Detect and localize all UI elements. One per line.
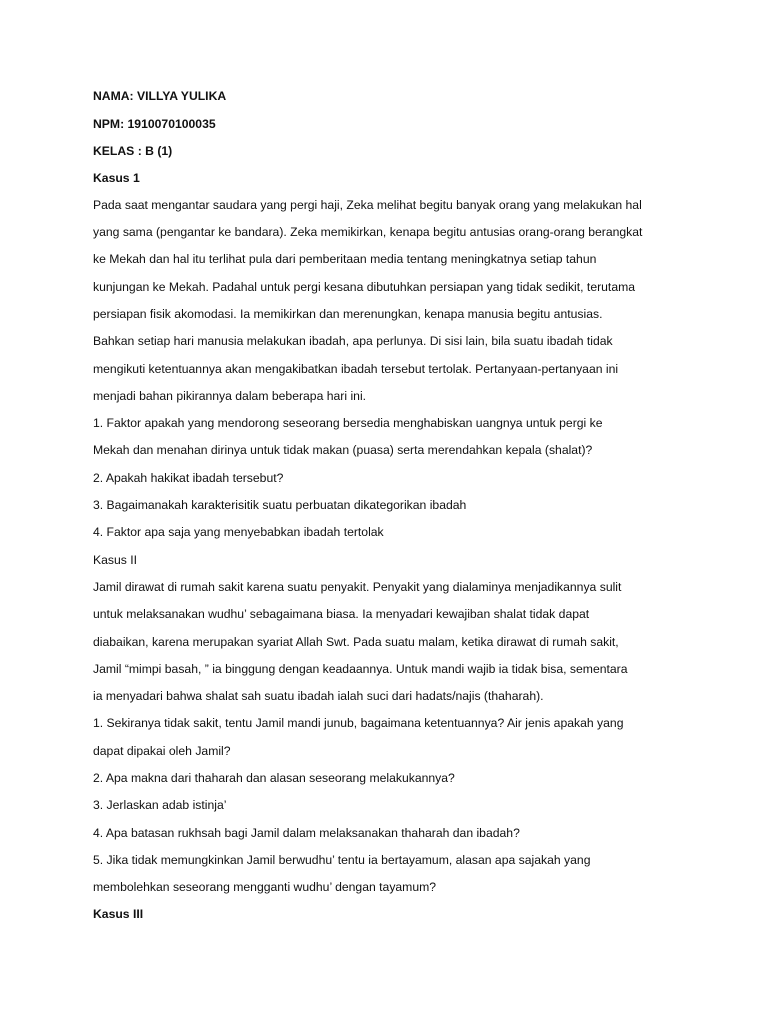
kasus-1-paragraph-line: persiapan fisik akomodasi. Ia memikirkan dan merenungkan, kenapa manusia begitu antusias. — [93, 307, 603, 321]
kasus-1-question: 1. Faktor apakah yang mendorong seseorang bersedia menghabiskan uangnya untuk pergi ke — [93, 416, 603, 430]
kasus-1-question: 3. Bagaimanakah karakterisitik suatu perbuatan dikategorikan ibadah — [93, 498, 467, 512]
student-name: NAMA: VILLYA YULIKA — [93, 89, 227, 103]
kasus-2-question: 4. Apa batasan rukhsah bagi Jamil dalam melaksanakan thaharah dan ibadah? — [93, 826, 520, 840]
kasus-2-question: dapat dipakai oleh Jamil? — [93, 744, 231, 758]
student-npm: NPM: 1910070100035 — [93, 117, 216, 131]
kasus-2-question: 1. Sekiranya tidak sakit, tentu Jamil mandi junub, bagaimana ketentuannya? Air jenis apakah yang — [93, 716, 624, 730]
kasus-1-paragraph-line: kunjungan ke Mekah. Padahal untuk pergi kesana dibutuhkan persiapan yang tidak sedikit, terutama — [93, 280, 636, 294]
kasus-1-title: Kasus 1 — [93, 171, 140, 185]
kasus-1-paragraph-line: yang sama (pengantar ke bandara). Zeka memikirkan, kenapa begitu antusias orang-orang berangkat — [93, 225, 643, 239]
kasus-2-question: membolehkan seseorang mengganti wudhu’ dengan tayamum? — [93, 880, 437, 894]
kasus-1-question: 2. Apakah hakikat ibadah tersebut? — [93, 471, 284, 485]
kasus-2-paragraph-line: Jamil dirawat di rumah sakit karena suatu penyakit. Penyakit yang dialaminya menjadikannya sulit — [93, 580, 622, 594]
kasus-1-question: 4. Faktor apa saja yang menyebabkan ibadah tertolak — [93, 525, 384, 539]
kasus-2-paragraph-line: diabaikan, karena merupakan syariat Allah Swt. Pada suatu malam, ketika dirawat di rumah sakit, — [93, 635, 619, 649]
kasus-2-question: 2. Apa makna dari thaharah dan alasan seseorang melakukannya? — [93, 771, 455, 785]
kasus-2-question: 5. Jika tidak memungkinkan Jamil berwudhu’ tentu ia bertayamum, alasan apa sajakah yang — [93, 853, 591, 867]
kasus-1-paragraph-line: Pada saat mengantar saudara yang pergi haji, Zeka melihat begitu banyak orang yang melakukan hal — [93, 198, 642, 212]
kasus-2-question: 3. Jerlaskan adab istinja’ — [93, 798, 227, 812]
student-class: KELAS : B (1) — [93, 144, 173, 158]
kasus-1-paragraph-line: menjadi bahan pikirannya dalam beberapa hari ini. — [93, 389, 367, 403]
kasus-3-title: Kasus III — [93, 907, 144, 921]
kasus-2-paragraph-line: ia menyadari bahwa shalat sah suatu ibadah ialah suci dari hadats/najis (thaharah). — [93, 689, 544, 703]
kasus-2-paragraph-line: untuk melaksanakan wudhu’ sebagaimana biasa. Ia menyadari kewajiban shalat tidak dapat — [93, 607, 590, 621]
kasus-2-paragraph-line: Jamil “mimpi basah, ” ia binggung dengan keadaannya. Untuk mandi wajib ia tidak bisa, sementara — [93, 662, 628, 676]
kasus-1-paragraph-line: ke Mekah dan hal itu terlihat pula dari pemberitaan media tentang meningkatnya setiap tahun — [93, 252, 597, 266]
kasus-1-paragraph-line: mengikuti ketentuannya akan mengakibatkan ibadah tersebut tertolak. Pertanyaan-pertanyaan ini — [93, 362, 619, 376]
kasus-1-question: Mekah dan menahan dirinya untuk tidak makan (puasa) serta merendahkan kepala (shalat)? — [93, 443, 593, 457]
kasus-2-title: Kasus II — [93, 553, 138, 567]
kasus-1-paragraph-line: Bahkan setiap hari manusia melakukan ibadah, apa perlunya. Di sisi lain, bila suatu ibadah tidak — [93, 334, 613, 348]
